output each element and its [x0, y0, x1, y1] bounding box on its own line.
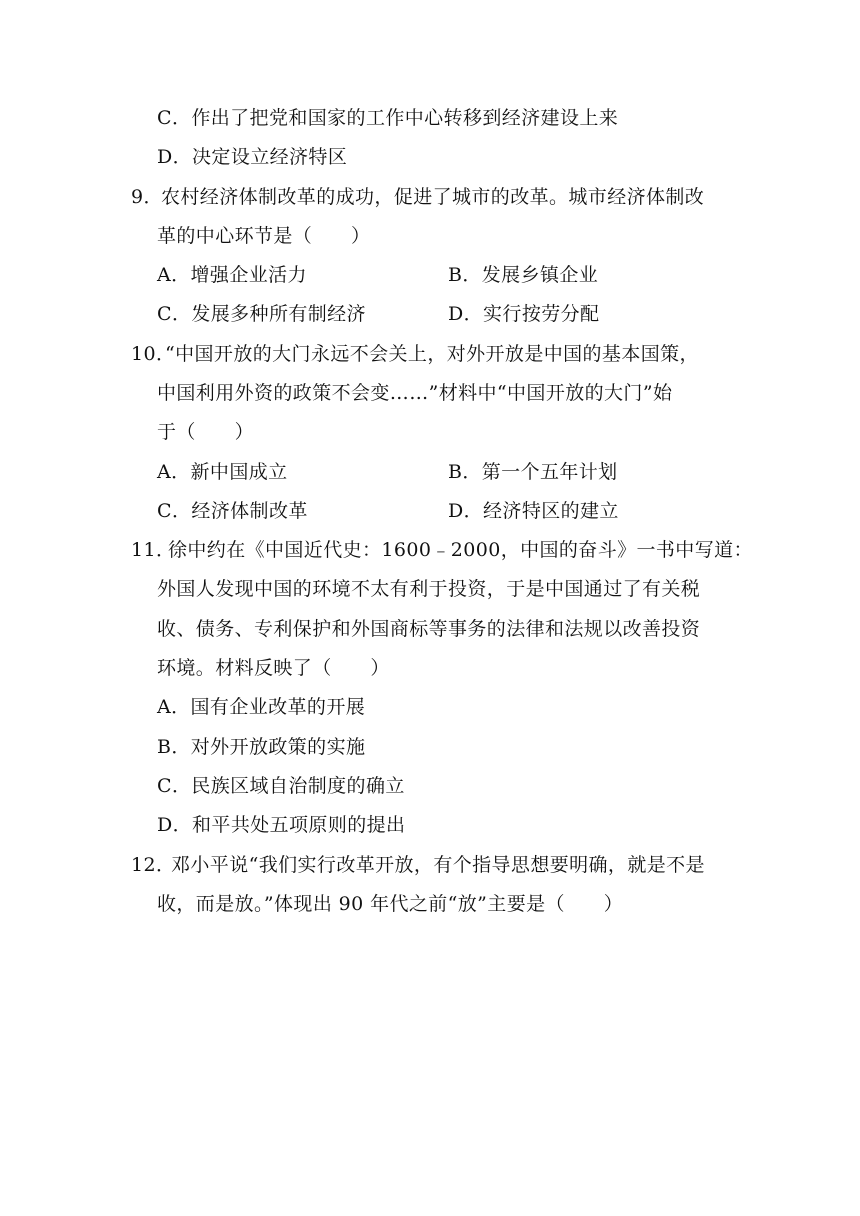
q11-stem-line1: 徐中约在《中国近代史：1600﹣2000，中国的奋斗》一书中写道： [168, 539, 753, 561]
q10-stem-line2: 中国利用外资的政策不会变……”材料中“中国开放的大门”始 [157, 382, 673, 404]
q10-option-d[interactable]: D．经济特区的建立 [448, 500, 619, 522]
q9-number: 9． [131, 186, 163, 208]
q10-option-a[interactable]: A．新中国成立 [157, 461, 288, 483]
q11-number: 11． [131, 539, 176, 561]
q10-stem-line3: 于（ ） [157, 421, 255, 443]
q9-stem-line2: 革的中心环节是（ ） [157, 225, 371, 247]
q12-stem-line2: 收，而是放。”体现出 90 年代之前“放”主要是（ ） [157, 893, 624, 915]
q11-option-b[interactable]: B．对外开放政策的实施 [157, 736, 366, 758]
q9-stem-line1: 农村经济体制改革的成功，促进了城市的改革。城市经济体制改 [161, 186, 705, 208]
q8-option-d[interactable]: D．决定设立经济特区 [157, 146, 348, 168]
q11-stem-line4: 环境。材料反映了（ ） [157, 657, 390, 679]
q11-option-c[interactable]: C．民族区域自治制度的确立 [157, 775, 405, 797]
q9-option-c[interactable]: C．发展多种所有制经济 [157, 303, 366, 325]
q10-option-c[interactable]: C．经济体制改革 [157, 500, 308, 522]
q12-stem-line1: 邓小平说“我们实行改革开放，有个指导思想要明确，就是不是 [171, 854, 705, 876]
q10-stem-line1: “中国开放的大门永远不会关上，对外开放是中国的基本国策， [165, 343, 699, 365]
q11-stem-line2: 外国人发现中国的环境不太有利于投资，于是中国通过了有关税 [157, 578, 701, 600]
q9-option-d[interactable]: D．实行按劳分配 [448, 303, 600, 325]
q9-option-b[interactable]: B．发展乡镇企业 [448, 264, 599, 286]
q12-number: 12． [131, 854, 176, 876]
q11-option-a[interactable]: A．国有企业改革的开展 [157, 696, 366, 718]
q11-stem-line3: 收、债务、专利保护和外国商标等事务的法律和法规以改善投资 [157, 618, 701, 640]
q10-option-b[interactable]: B．第一个五年计划 [448, 461, 618, 483]
q11-option-d[interactable]: D．和平共处五项原则的提出 [157, 814, 406, 836]
q8-option-c[interactable]: C．作出了把党和国家的工作中心转移到经济建设上来 [157, 107, 619, 129]
q10-number: 10． [131, 343, 176, 365]
q9-option-a[interactable]: A．增强企业活力 [157, 264, 307, 286]
